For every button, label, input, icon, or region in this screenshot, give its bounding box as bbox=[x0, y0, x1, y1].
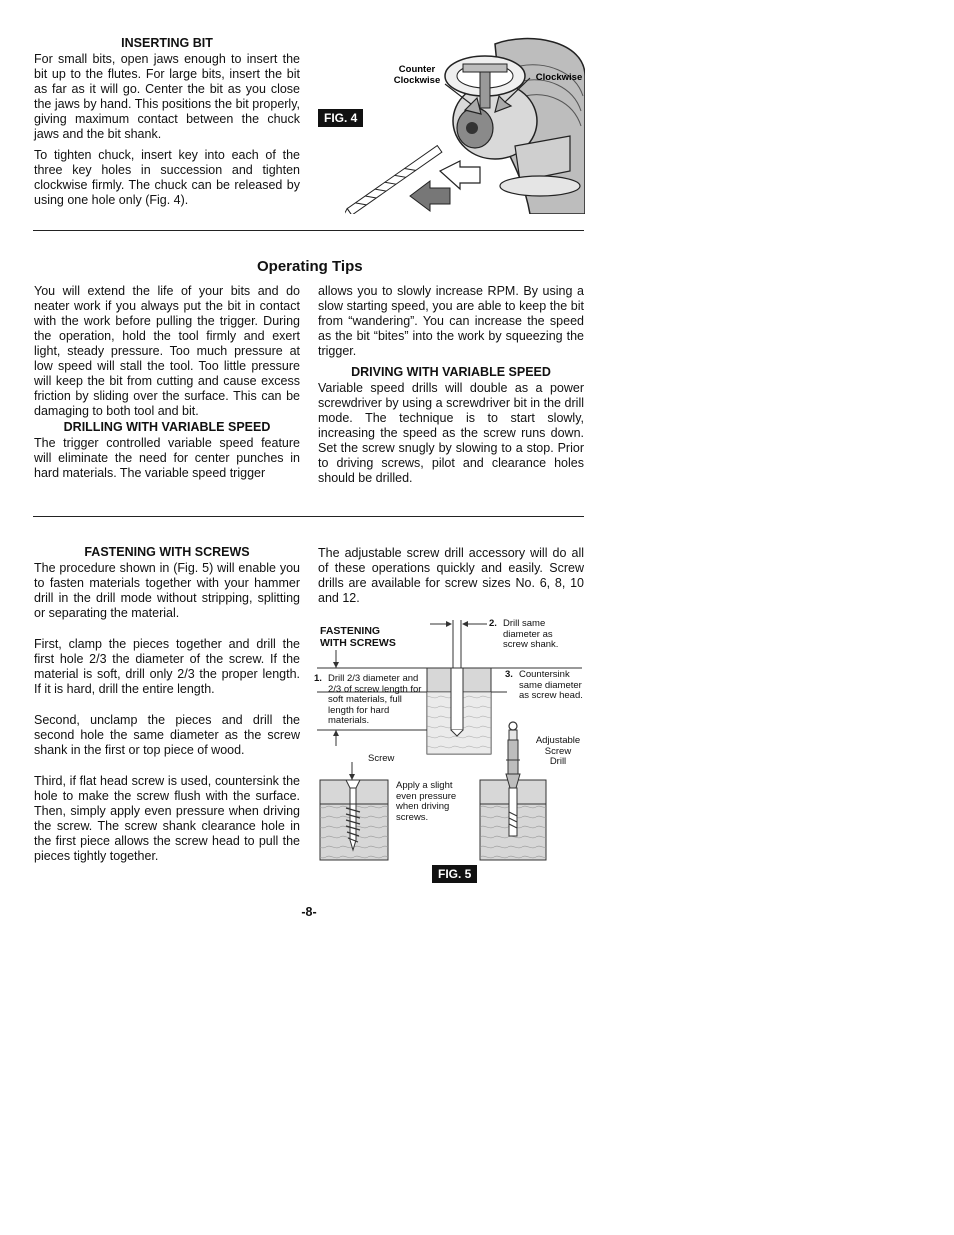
fastening-paragraph-2: First, clamp the pieces together and drill the first hole 2/3 the diameter of the screw. If the material is soft, drill only 2/3 the proper length. If it is hard, drill the entire length. bbox=[34, 637, 300, 696]
drilling-paragraph-continued: allows you to slowly increase RPM. By using a slow starting speed, you are able to keep the bit from “wandering”. You can increase the speed as the bit “bites” into the work by squeezing the trigger. bbox=[318, 284, 584, 358]
page-number: -8- bbox=[301, 905, 317, 919]
operating-tips-title: Operating Tips bbox=[257, 258, 363, 275]
fastening-paragraph-1: The procedure shown in (Fig. 5) will enable you to fasten materials together with your hammer drill in the drill mode without stripping, splitting or separating the material. bbox=[34, 561, 300, 620]
fig5-step3-number: 3. bbox=[505, 669, 513, 680]
fastening-paragraph-3: Second, unclamp the pieces and drill the second hole the same diameter as the screw shank in the first or top piece of wood. bbox=[34, 713, 300, 757]
fig5-step2-number: 2. bbox=[489, 618, 497, 629]
fastening-paragraph-4: Third, if flat head screw is used, countersink the hole to make the screw flush with the surface. Then, simply apply even pressure when driving the screw. The screw shank clearance hole in the first piece allows the screw head to pull the pieces tightly together. bbox=[34, 774, 300, 863]
fig4-label: FIG. 4 bbox=[318, 109, 363, 127]
drilling-paragraph: The trigger controlled variable speed feature will eliminate the need for center punches in hard materials. The variable speed trigger bbox=[34, 436, 300, 480]
inserting-bit-heading: INSERTING BIT bbox=[121, 36, 213, 50]
inserting-bit-paragraph-1: For small bits, open jaws enough to insert the bit up to the flutes. For large bits, insert the bit as far as it will go. Center the bit as you close the jaws by hand. This positions the bit properly, giving maximum contact between the chuck jaws and the bit shank. bbox=[34, 52, 300, 141]
fig5-label: FIG. 5 bbox=[432, 865, 477, 883]
operating-tips-paragraph: You will extend the life of your bits and do neater work if you always put the bit in contact with the work before pulling the trigger. During the operation, hold the tool firmly and exert light, steady pressure. Too much pressure at low speed will stall the tool. Too little pressure will keep the bit from cutting and cause excess friction by sliding over the surface. This can be damaging to both tool and bit. bbox=[34, 284, 300, 418]
inserting-bit-paragraph-2: To tighten chuck, insert key into each of the three key holes in succession and tighten clockwise firmly. The chuck can be released by using one hole only (Fig. 4). bbox=[34, 148, 300, 207]
fig5-step3-text: Countersink same diameter as screw head. bbox=[519, 669, 583, 701]
fig5-adjustable-label: Adjustable Screw Drill bbox=[535, 735, 581, 767]
fig5-screw-label: Screw bbox=[368, 753, 395, 764]
fig4-clockwise-label: Clockwise bbox=[535, 72, 583, 83]
driving-heading: DRIVING WITH VARIABLE SPEED bbox=[351, 365, 551, 379]
fastening-right-paragraph: The adjustable screw drill accessory will do all of these operations quickly and easily. Screw drills are available for screw sizes No. 6, 8, 10 and 12. bbox=[318, 546, 584, 605]
drilling-heading: DRILLING WITH VARIABLE SPEED bbox=[63, 420, 271, 434]
fig5-title-line2: WITH SCREWS bbox=[320, 637, 396, 649]
section-divider-1 bbox=[33, 230, 584, 231]
fig5-step1-number: 1. bbox=[314, 673, 322, 684]
driving-paragraph: Variable speed drills will double as a power screwdriver by using a screwdriver bit in the drill mode. The technique is to start slowly, increasing the speed as the screw runs down. Set the screw snugly by slowing to a stop. Prior to driving screws, pilot and clearance holes should be drilled. bbox=[318, 381, 584, 485]
fig4-chuck-illustration bbox=[345, 36, 585, 214]
fig5-step2-text: Drill same diameter as screw shank. bbox=[503, 618, 559, 650]
section-divider-2 bbox=[33, 516, 584, 517]
fig5-step1-text: Drill 2/3 diameter and 2/3 of screw length for soft materials, full length for hard materials. bbox=[328, 673, 422, 726]
fig5-title-line1: FASTENING bbox=[320, 625, 381, 637]
fig5-pressure-label: Apply a slight even pressure when driving screws. bbox=[396, 780, 457, 823]
fastening-heading: FASTENING WITH SCREWS bbox=[84, 545, 250, 559]
fig4-counter-label: Counter Clockwise bbox=[393, 64, 441, 86]
